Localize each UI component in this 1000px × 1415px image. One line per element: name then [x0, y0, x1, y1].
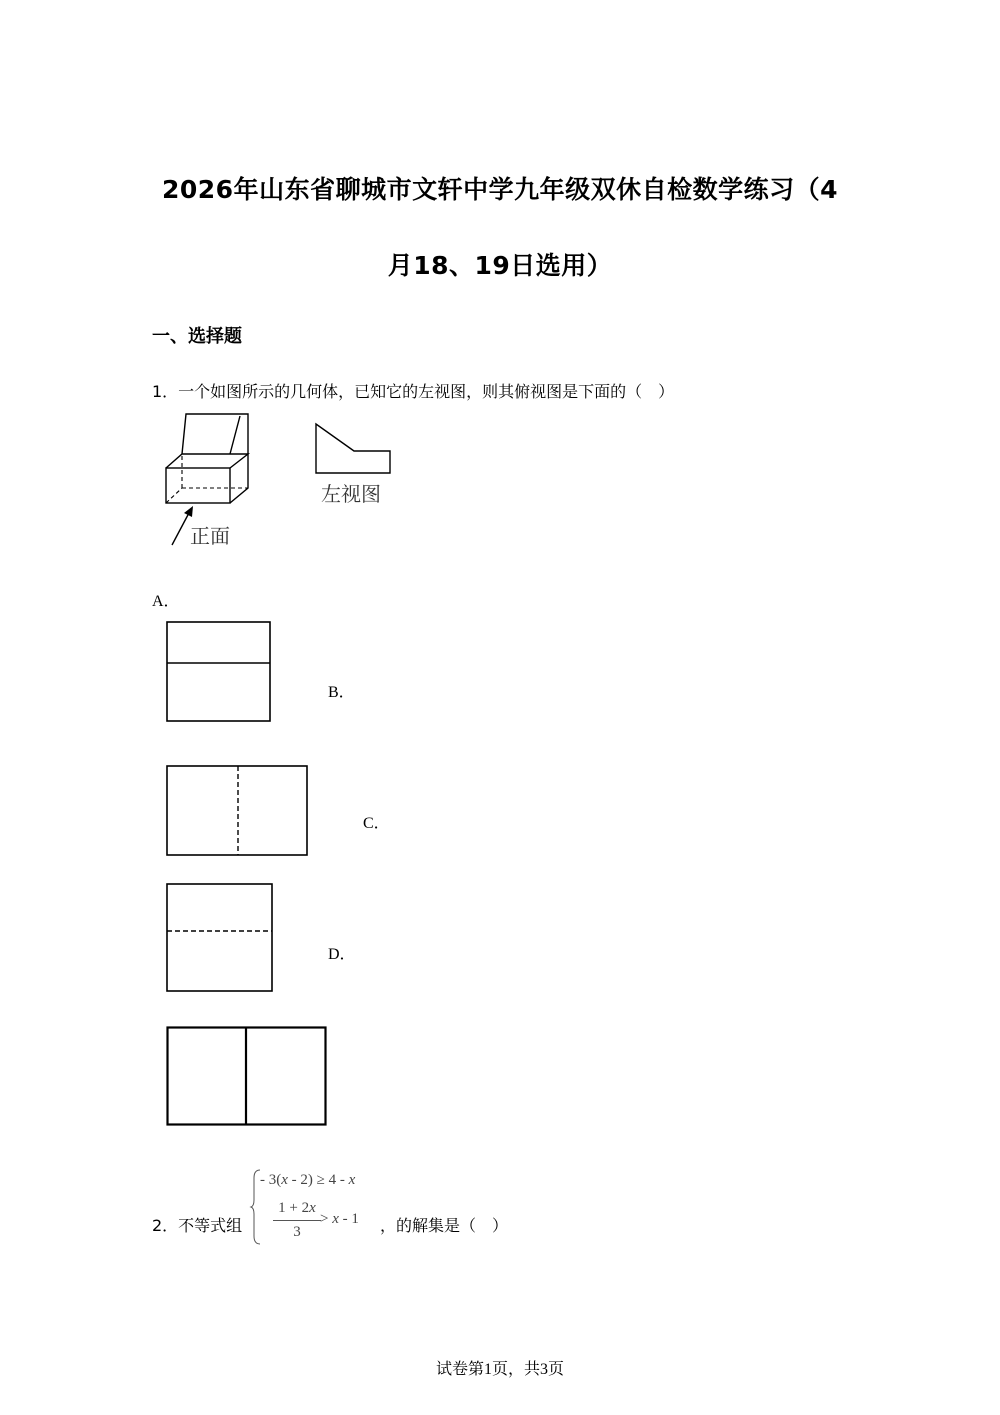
- option-c-figure: [166, 883, 274, 993]
- left-view-label: 左视图: [321, 482, 381, 506]
- question-2-prefix: 2．不等式组: [152, 1216, 243, 1235]
- option-a-label: A．: [152, 593, 180, 610]
- inequality-2-rhs: > x - 1: [320, 1211, 359, 1227]
- option-a-figure: [166, 621, 272, 723]
- question-2-suffix: ，的解集是（ ）: [380, 1216, 509, 1235]
- question-1-text: 1．一个如图所示的几何体，已知它的左视图，则其俯视图是下面的（ ）: [152, 382, 675, 401]
- option-b-figure: [166, 765, 309, 857]
- fraction-denominator: 3: [293, 1224, 301, 1240]
- option-d-label: D．: [328, 946, 356, 963]
- option-b-label: B．: [328, 684, 355, 701]
- page-title-line-2: 月18、19日选用）: [387, 251, 613, 280]
- left-view-figure: [314, 422, 394, 476]
- page-footer: 试卷第1页，共3页: [435, 1361, 564, 1378]
- fraction-numerator: 1 + 2x: [278, 1200, 316, 1216]
- fraction-bar: [273, 1220, 321, 1221]
- inequality-1: - 3(x - 2) ≥ 4 - x: [260, 1172, 356, 1188]
- option-d-figure: [166, 1026, 328, 1128]
- front-label: 正面: [190, 524, 230, 548]
- page-title-line-1: 2026年山东省聊城市文轩中学九年级双休自检数学练习（4: [162, 175, 838, 204]
- option-c-label: C．: [363, 815, 390, 832]
- section-heading: 一、选择题: [152, 326, 242, 347]
